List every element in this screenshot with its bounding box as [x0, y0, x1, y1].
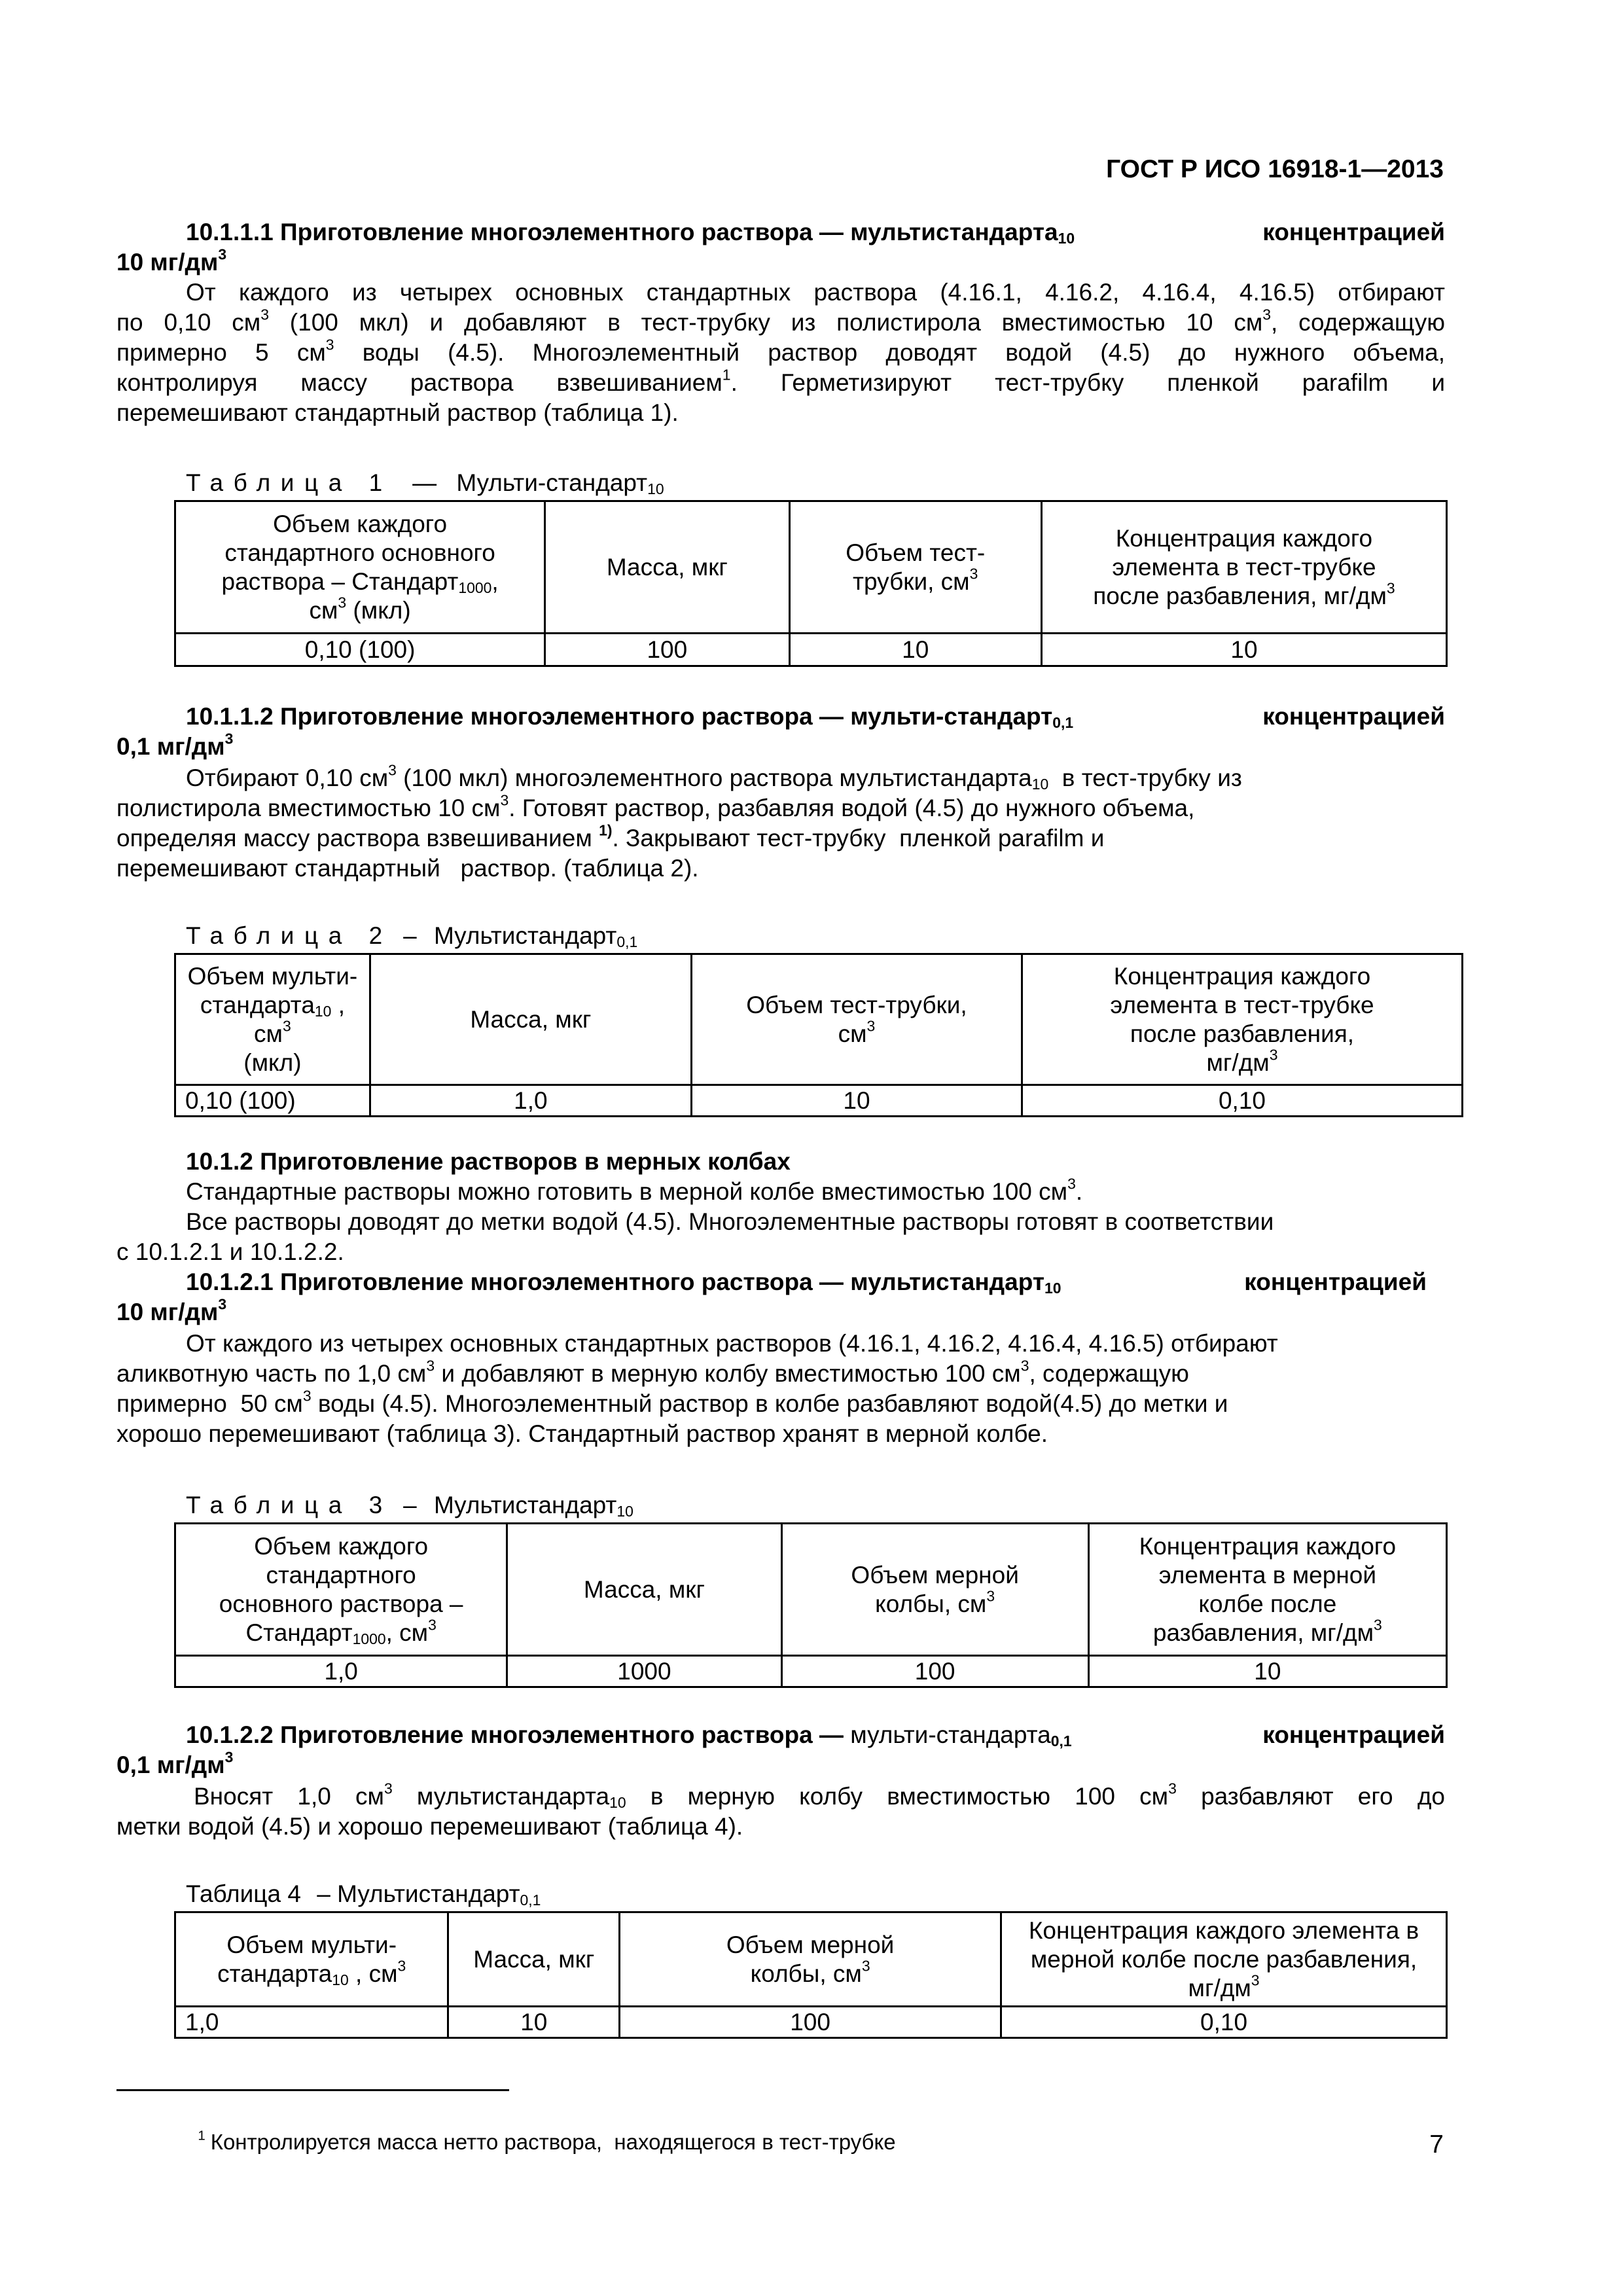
paragraph-line [116, 368, 1445, 398]
superscript: 3 [325, 336, 334, 353]
section-title: Приготовление многоэлементного раствора — мультистандарт [280, 1268, 1044, 1295]
text: Объем тест- [846, 539, 986, 566]
paragraph-line [116, 1782, 1445, 1812]
caption-label: Таблица 3 [186, 1492, 393, 1518]
superscript: 3 [282, 1016, 291, 1034]
header-cell [1022, 954, 1463, 1085]
header-cell [175, 501, 545, 634]
header-cell [175, 954, 370, 1085]
superscript: 3 [302, 1387, 312, 1405]
header-cell [448, 1912, 620, 2007]
text: примерно 50 см [116, 1390, 303, 1417]
subscript: 10 [609, 1794, 626, 1812]
heading-text: 0,1 мг/дм [116, 1751, 225, 1778]
table-cell: 10 [691, 1085, 1022, 1117]
table-cell: 100 [545, 634, 789, 666]
table-cell: 1,0 [175, 2007, 448, 2038]
text: разбавляют его до [1176, 1783, 1445, 1810]
footnote [186, 2101, 896, 2156]
paragraph-line [116, 1389, 1228, 1419]
section-title-line2 [116, 1750, 233, 1780]
subscript: 1000 [458, 579, 492, 596]
text: воды (4.5). Многоэлементный раствор в колбе разбавляют водой(4.5) до метки и [311, 1390, 1228, 1417]
text: Отбирают 0,10 см [186, 764, 389, 791]
text: Масса, мкг [473, 1945, 595, 1973]
paragraph-line: хорошо перемешивают (таблица 3). Стандартный раствор хранят в мерной колбе. [116, 1420, 1048, 1447]
text: стандартного [266, 1561, 416, 1588]
text: Стандартные растворы можно готовить в мерной колбе вместимостью 100 см [186, 1178, 1068, 1205]
text: основного раствора – [219, 1590, 463, 1617]
table-header-row [175, 501, 1447, 634]
text: стандарта [200, 991, 315, 1018]
text: стандартного основного [224, 539, 495, 566]
table-3 [174, 1522, 1448, 1688]
heading-text: 0,1 мг/дм [116, 733, 225, 760]
text: мг/дм [1206, 1049, 1270, 1076]
document-code: ГОСТ Р ИСО 16918-1—2013 [1106, 155, 1444, 183]
text: трубки, см [853, 567, 970, 595]
header-cell [691, 954, 1022, 1085]
table-4 [174, 1911, 1448, 2039]
heading-text: 10 мг/дм [116, 1299, 219, 1325]
subscript: 10 [314, 1002, 332, 1020]
caption-title: Мультистандарт [433, 1492, 617, 1518]
table-cell: 10 [789, 634, 1041, 666]
paragraph-line [116, 823, 1104, 853]
table-cell: 0,10 (100) [175, 1085, 370, 1117]
footnote-mark: 1 [198, 2128, 205, 2144]
text: (мкл) [243, 1049, 302, 1076]
caption-dash: – [403, 1492, 417, 1518]
footnote-separator [116, 2089, 509, 2091]
text: разбавления, мг/дм [1152, 1619, 1374, 1646]
superscript: 3 [224, 1748, 234, 1766]
text: . Герметизируют тест-трубку пленкой parafilm и [730, 369, 1445, 396]
paragraph-line [116, 308, 1445, 338]
superscript: 3 [260, 306, 269, 323]
text: после разбавления, мг/дм [1093, 582, 1387, 609]
subscript: 10 [1044, 1280, 1061, 1297]
text: , см [348, 1960, 398, 1987]
paragraph-line: Все растворы доводят до метки водой (4.5). Многоэлементные растворы готовят в соответствии [186, 1208, 1274, 1235]
text: . [1075, 1178, 1083, 1205]
table-row [175, 1656, 1447, 1687]
superscript: 3 [428, 1615, 437, 1633]
superscript: 3 [986, 1587, 995, 1604]
header-cell [507, 1524, 781, 1656]
table-1 [174, 500, 1448, 667]
table-2-caption [186, 922, 637, 950]
text: Объем мерной [851, 1561, 1019, 1588]
table-cell: 0,10 [1001, 2007, 1447, 2038]
table-cell: 0,10 (100) [175, 634, 545, 666]
table-row [175, 634, 1447, 666]
superscript: 3 [1262, 306, 1272, 323]
header-cell [1088, 1524, 1446, 1656]
header-cell [1001, 1912, 1447, 2007]
text: контролируя массу раствора взвешиванием [116, 369, 722, 396]
text: Концентрация каждого [1113, 962, 1371, 990]
paragraph-line: с 10.1.2.1 и 10.1.2.2. [116, 1238, 344, 1265]
table-row [175, 1085, 1463, 1117]
text: Масса, мкг [606, 553, 728, 581]
table-cell: 100 [620, 2007, 1001, 2038]
text: после разбавления, [1130, 1020, 1355, 1047]
text: и добавляют в мерную колбу вместимостью 100 см [435, 1360, 1021, 1387]
paragraph-line: метки водой (4.5) и хорошо перемешивают (таблица 4). [116, 1813, 743, 1840]
subscript: 10 [1058, 230, 1075, 247]
table-4-caption [186, 1880, 541, 1909]
text: колбы, см [875, 1590, 987, 1617]
section-title: Приготовление многоэлементного раствора — мульти-стандарт [280, 703, 1053, 730]
section-10-1-2-heading: 10.1.2 Приготовление растворов в мерных колбах [186, 1148, 791, 1175]
paragraph-line [186, 763, 1242, 793]
header-cell [175, 1912, 448, 2007]
superscript: 3 [383, 1780, 393, 1797]
header-cell [370, 954, 691, 1085]
text: (100 мкл) и добавляют в тест-трубку из полистирола вместимостью 10 см [268, 309, 1263, 336]
text: Концентрация каждого элемента в [1028, 1916, 1419, 1944]
superscript: 3 [969, 564, 978, 582]
superscript: 3 [224, 730, 234, 747]
text: Объем мерной [726, 1931, 895, 1958]
subscript: 0,1 [1050, 1732, 1072, 1750]
caption-label: Таблица 4 [186, 1880, 301, 1907]
table-cell: 1,0 [175, 1656, 507, 1687]
header-cell [620, 1912, 1001, 2007]
text: Масса, мкг [583, 1575, 705, 1603]
text: Объем мульти- [187, 962, 358, 990]
section-number: 10.1.2.2 [186, 1721, 274, 1748]
subscript: 10 [616, 1503, 633, 1520]
section-number: 10.1.1.1 [186, 219, 274, 245]
caption-title: Мультистандарт [433, 922, 617, 949]
table-header-row [175, 1524, 1447, 1656]
section-title-line2 [116, 247, 226, 278]
text: , [491, 567, 499, 595]
table-header-row [175, 954, 1463, 1085]
text: колбе после [1198, 1590, 1337, 1617]
text: см [838, 1020, 867, 1047]
text: От каждого из четырех основных стандартных раствора (4.16.1, 4.16.2, 4.16.4, 4.16.5) отбирают [186, 279, 1445, 306]
caption-title: Мульти-стандарт [456, 469, 648, 496]
section-number: 10.1.2.1 [186, 1268, 274, 1295]
superscript: 3 [397, 1956, 406, 1974]
text: колбы, см [750, 1960, 862, 1987]
paragraph-line: перемешивают стандартный раствор. (таблица 2). [116, 855, 699, 882]
subscript: 0,1 [1052, 714, 1074, 732]
section-title: Приготовление многоэлементного раствора — [280, 1721, 844, 1748]
text: аликвотную часть по 1,0 см [116, 1360, 427, 1387]
caption-dash: – [403, 922, 417, 949]
table-3-caption [186, 1491, 633, 1520]
text: полистирола вместимостью 10 см [116, 795, 501, 821]
superscript: 3 [1168, 1780, 1177, 1797]
paragraph-line [116, 278, 1445, 308]
text: . Готовят раствор, разбавляя водой (4.5) до нужного объема, [508, 795, 1195, 821]
section-title-line2 [116, 1297, 226, 1327]
table-row [175, 2007, 1447, 2038]
superscript: 3 [1020, 1357, 1029, 1374]
text: стандарта [217, 1960, 332, 1987]
table-cell: 10 [1041, 634, 1446, 666]
footnote-reference[interactable]: 1) [599, 821, 613, 839]
paragraph-line [186, 1177, 1082, 1207]
section-number: 10.1.1.2 [186, 703, 274, 730]
text: раствора – Стандарт [221, 567, 459, 595]
subscript: 10 [332, 1971, 349, 1988]
text: по 0,10 см [116, 309, 261, 336]
text: Объем тест-трубки, [746, 991, 967, 1018]
header-cell [175, 1524, 507, 1656]
table-header-row [175, 1912, 1447, 2007]
table-cell: 0,10 [1022, 1085, 1463, 1117]
superscript: 3 [338, 593, 347, 611]
header-cell [1041, 501, 1446, 634]
section-title: Приготовление многоэлементного раствора — мультистандарта [280, 219, 1058, 245]
superscript: 3 [1067, 1175, 1076, 1193]
table-cell: 100 [781, 1656, 1088, 1687]
paragraph-line [116, 793, 1194, 823]
text: элемента в тест-трубке [1110, 991, 1374, 1018]
text: Объем каждого [273, 510, 448, 537]
text: воды (4.5). Многоэлементный раствор доводят водой (4.5) до нужного объема, [334, 339, 1445, 366]
superscript: 3 [218, 1295, 227, 1313]
text: (мкл) [346, 596, 411, 624]
text: определяя массу раствора взвешиванием [116, 825, 599, 852]
superscript: 3 [861, 1956, 870, 1974]
text: Объем мульти- [226, 1931, 397, 1958]
text: . Закрывают тест-трубку пленкой parafilm и [612, 825, 1105, 852]
text: Концентрация каждого [1139, 1532, 1397, 1560]
text: Объем каждого [254, 1532, 429, 1560]
superscript: 3 [866, 1016, 876, 1034]
table-2 [174, 953, 1463, 1117]
header-cell [781, 1524, 1088, 1656]
superscript: 3 [1251, 1971, 1260, 1988]
section-title: мульти-стандарта [850, 1721, 1051, 1748]
header-cell [545, 501, 789, 634]
text: , см [385, 1619, 429, 1646]
text: элемента в мерной [1158, 1561, 1376, 1588]
text: , содержащую [1029, 1360, 1189, 1387]
section-title-end: концентрацией [1244, 1268, 1427, 1295]
superscript: 3 [1386, 579, 1395, 596]
text: элемента в тест-трубке [1112, 553, 1376, 581]
page-number: 7 [1429, 2130, 1444, 2159]
text: в мерную колбу вместимостью 100 см [626, 1783, 1169, 1810]
subscript: 10 [1031, 776, 1049, 793]
heading-text: 10 мг/дм [116, 249, 219, 276]
subscript: 0,1 [520, 1892, 541, 1909]
text: мерной колбе после разбавления, [1030, 1945, 1418, 1973]
table-cell: 10 [1088, 1656, 1446, 1687]
paragraph-line [116, 338, 1445, 368]
paragraph-line: От каждого из четырех основных стандартных растворов (4.16.1, 4.16.2, 4.16.4, 4.16.5) отбирают [186, 1330, 1278, 1357]
paragraph-line: перемешивают стандартный раствор (таблица 1). [116, 399, 679, 426]
caption-label: Таблица 1 [186, 469, 393, 496]
footnote-text: Контролируется масса нетто раствора, находящегося в тест-трубке [210, 2130, 896, 2154]
text: см [309, 596, 338, 624]
table-cell: 1,0 [370, 1085, 691, 1117]
header-cell [789, 501, 1041, 634]
text: , содержащую [1271, 309, 1445, 336]
text: в тест-трубку из [1048, 764, 1242, 791]
table-cell: 1000 [507, 1656, 781, 1687]
text: Концентрация каждого [1115, 524, 1373, 552]
superscript: 3 [388, 761, 397, 779]
caption-dash: — [412, 469, 437, 496]
text: Масса, мкг [470, 1005, 592, 1033]
superscript: 3 [1374, 1615, 1382, 1633]
section-title-line2 [116, 732, 233, 762]
text: мг/дм [1188, 1974, 1251, 2001]
section-title-end: концентрацией [1262, 219, 1445, 245]
subscript: 0,1 [616, 933, 638, 951]
paragraph-line [116, 1359, 1189, 1389]
text: , см [254, 991, 345, 1047]
section-title-end: концентрацией [1262, 1721, 1445, 1748]
superscript: 3 [426, 1357, 435, 1374]
text: Вносят 1,0 см [194, 1783, 384, 1810]
text: мультистандарта [392, 1783, 610, 1810]
caption-label: Таблица 2 [186, 922, 393, 949]
section-title-end: концентрацией [1262, 703, 1445, 730]
text: (100 мкл) многоэлементного раствора мультистандарта [396, 764, 1032, 791]
superscript: 3 [218, 245, 227, 263]
text: примерно 5 см [116, 339, 326, 366]
footnote-reference[interactable]: 1 [722, 366, 731, 384]
text: Стандарт [245, 1619, 353, 1646]
subscript: 10 [647, 480, 664, 498]
table-cell: 10 [448, 2007, 620, 2038]
superscript: 3 [1269, 1045, 1278, 1063]
table-1-caption [186, 469, 664, 497]
subscript: 1000 [352, 1630, 386, 1647]
caption-title: – Мультистандарт [317, 1880, 520, 1907]
superscript: 3 [500, 791, 509, 809]
